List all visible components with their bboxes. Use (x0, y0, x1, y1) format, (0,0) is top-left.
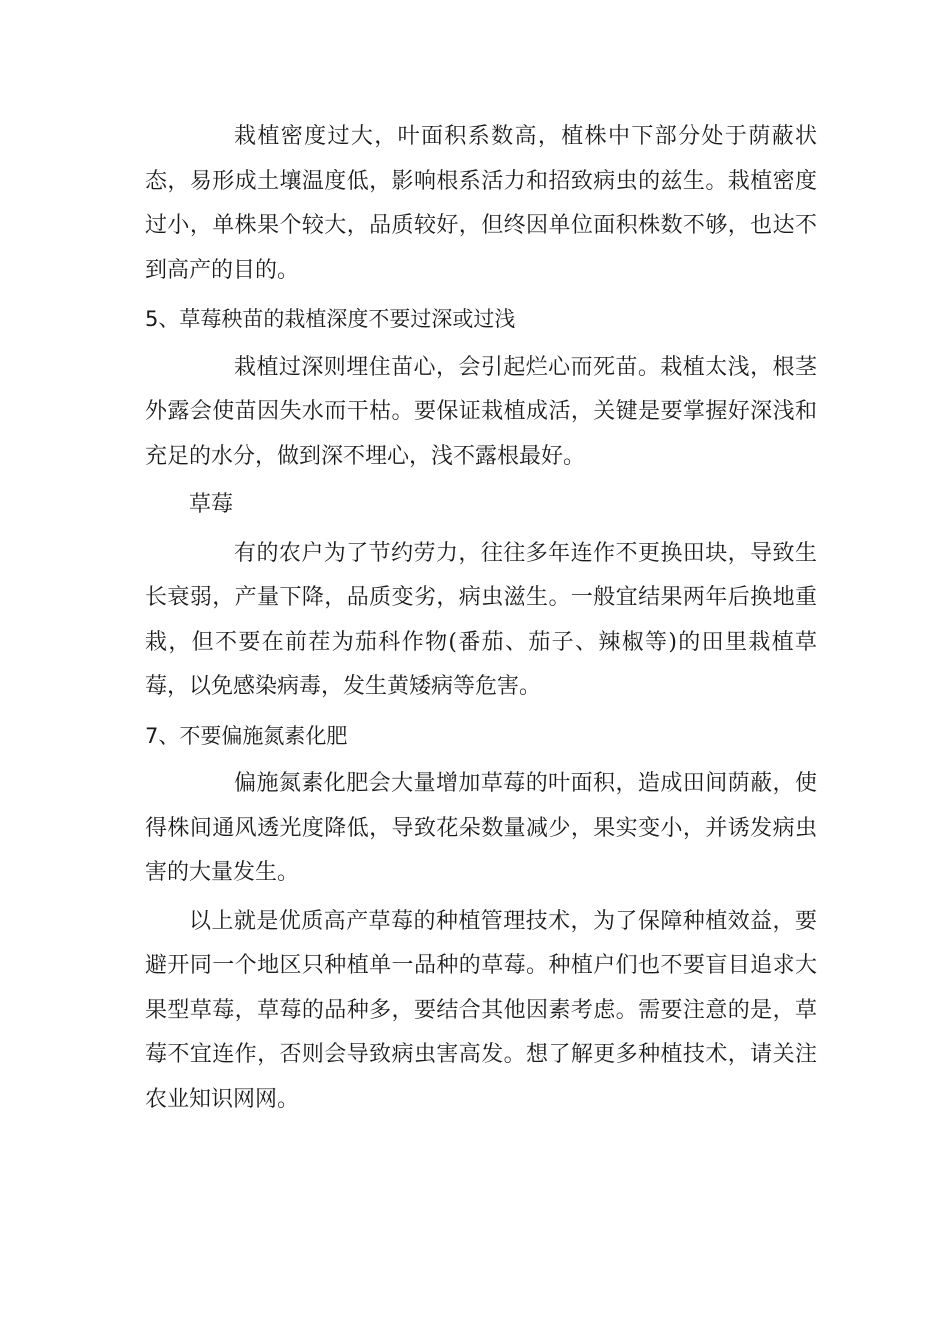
paragraph-planting-depth: 栽植过深则埋住苗心，会引起烂心而死苗。栽植太浅，根茎外露会使苗因失水而干枯。要保证栽植成活，关键是要掌握好深浅和充足的水分，做到深不埋心，浅不露根最好。 (145, 354, 817, 469)
heading-nitrogen-fertilizer: 7、不要偏施氮素化肥 (145, 723, 348, 748)
label-strawberry: 草莓 (189, 492, 234, 517)
document-body (145, 115, 817, 1126)
paragraph-crop-rotation: 有的农户为了节约劳力，往往多年连作不更换田块，导致生长衰弱，产量下降，品质变劣，病虫滋生。一般宜结果两年后换地重栽，但不要在前茬为茄科作物(番茄、茄子、辣椒等)的田里栽植草莓，以免感染病毒，发生黄矮病等危害。 (145, 540, 817, 699)
heading-planting-depth: 5、草莓秧苗的栽植深度不要过深或过浅 (145, 307, 516, 331)
paragraph-nitrogen-fertilizer: 偏施氮素化肥会大量增加草莓的叶面积，造成田间荫蔽，使得株间通风透光度降低，导致花朵数量减少，果实变小，并诱发病虫害的大量发生。 (145, 771, 817, 885)
paragraph-planting-density: 栽植密度过大，叶面积系数高，植株中下部分处于荫蔽状态，易形成土壤温度低，影响根系活力和招致病虫的兹生。栽植密度过小，单株果个较大，品质较好，但终因单位面积株数不够，也达不到高产的目的。 (145, 124, 817, 283)
paragraph-summary: 以上就是优质高产草莓的种植管理技术，为了保障种植效益，要避开同一个地区只种植单一品种的草莓。种植户们也不要盲目追求大果型草莓，草莓的品种多，要结合其他因素考虑。需要注意的是，草莓不宜连作，否则会导致病虫害高发。想了解更多种植技术，请关注农业知识网网。 (145, 908, 817, 1112)
